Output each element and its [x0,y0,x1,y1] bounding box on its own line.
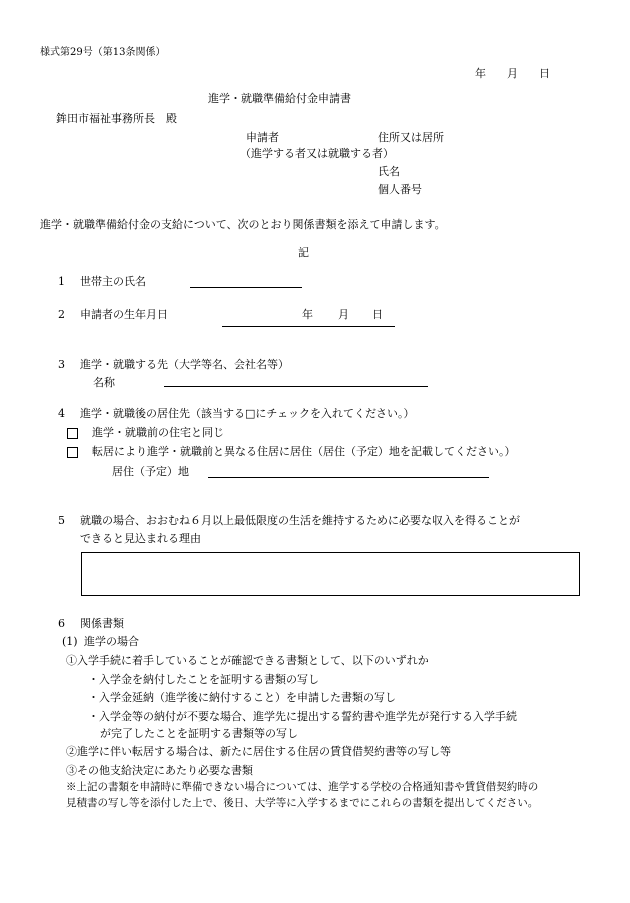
applicant-label: 申請者 [246,131,279,144]
dob-field[interactable] [222,326,395,327]
householder-name-field[interactable] [190,287,302,288]
note-line1: ※上記の書類を申請時に準備できない場合については、進学する学校の合格通知書や賃貸借契約時の [66,781,539,793]
residence-field[interactable] [208,477,489,478]
item2-number: 2 [58,308,65,321]
date-month-label: 月 [507,67,518,80]
residence-label: 居住（予定）地 [112,465,189,478]
item6-label: 関係書類 [80,617,124,630]
doc-bullet1: ・入学金を納付したことを証明する書類の写し [88,673,319,686]
doc-circle2: ②進学に伴い転居する場合は、新たに居住する住居の賃貸借契約書等の写し等 [66,745,451,758]
doc-bullet3-line1: ・入学金等の納付が不要な場合、進学先に提出する誓約書や進学先が発行する入学手続 [88,710,517,723]
dob-day-label: 日 [372,308,383,321]
form-number: 様式第29号（第13条関係） [40,47,166,58]
date-day-label: 日 [539,67,550,80]
reason-text [82,553,579,561]
addressee: 鉾田市福祉事務所長 殿 [56,112,177,125]
doc-circle3: ③その他支給決定にあたり必要な書類 [66,764,253,777]
intro-text: 進学・就職準備給付金の支給について、次のとおり関係書類を添えて申請します。 [40,218,446,231]
item1-label: 世帯主の氏名 [80,275,146,288]
item1-number: 1 [58,275,65,288]
item2-label: 申請者の生年月日 [80,308,168,321]
doc-bullet2: ・入学金延納（進学後に納付すること）を申請した書類の写し [88,691,396,704]
option-new-residence: 転居により進学・就職前と異なる住居に居住（居住（予定）地を記載してください。） [92,445,516,458]
date-year-label: 年 [475,67,486,80]
applicant-sub-label: （進学する者又は就職する者） [240,147,394,160]
address-label: 住所又は居所 [378,131,444,144]
dob-year-label: 年 [302,308,313,321]
item5-label-line1: 就職の場合、おおむね６月以上最低限度の生活を維持するために必要な収入を得ることが [80,514,520,527]
item6-sub1-number: (1) [62,635,78,648]
item6-number: 6 [58,617,65,630]
dob-month-label: 月 [338,308,349,321]
ki-heading: 記 [298,246,309,259]
item3-number: 3 [58,358,65,371]
reason-textbox[interactable] [81,552,580,596]
same-residence-checkbox[interactable] [67,428,78,439]
destination-name-field[interactable] [164,386,428,387]
option-same-residence: 進学・就職前の住宅と同じ [92,426,224,439]
item3-label: 進学・就職する先（大学等名、会社名等） [80,358,289,371]
id-number-label: 個人番号 [378,183,422,196]
name-label: 氏名 [378,165,400,178]
item5-number: 5 [58,514,65,527]
page-title: 進学・就職準備給付金申請書 [208,92,351,105]
item3-name-label: 名称 [93,376,115,389]
item4-number: 4 [58,407,65,420]
item6-sub1-label: 進学の場合 [84,635,139,648]
doc-bullet3-line2: が完了したことを証明する書類等の写し [100,727,298,740]
new-residence-checkbox[interactable] [67,447,78,458]
doc-circle1: ①入学手続に着手していることが確認できる書類として、以下のいずれか [66,654,429,667]
item4-label: 進学・就職後の居住先（該当する□にチェックを入れてください。） [80,407,415,420]
item5-label-line2: できると見込まれる理由 [80,532,201,545]
note-line2: 見積書の写し等を添付した上で、後日、大学等に入学するまでにこれらの書類を提出してください。 [66,797,539,809]
